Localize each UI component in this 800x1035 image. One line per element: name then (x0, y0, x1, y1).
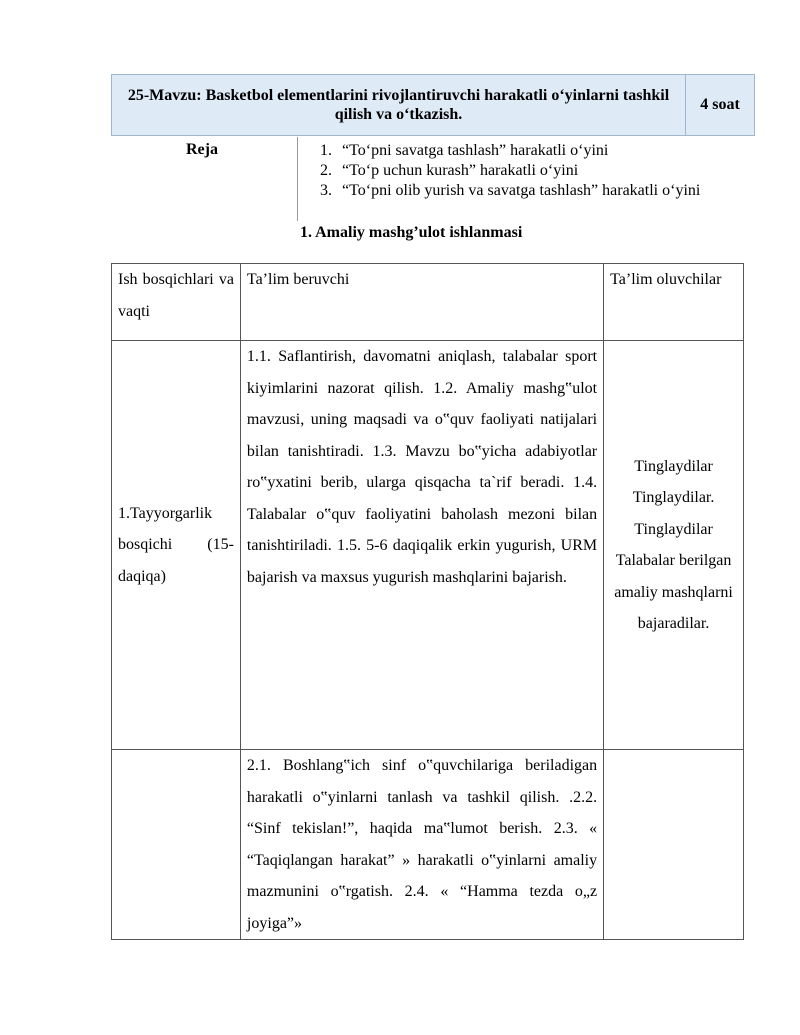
plan-item-number: 1. (320, 142, 332, 159)
table-row (112, 750, 744, 940)
topic-header-table (111, 74, 755, 136)
header-teacher: Ta’lim beruvchi (240, 264, 603, 341)
students-line: Tinglaydilar (634, 457, 713, 475)
plan-item (320, 161, 750, 181)
topic-title: 25-Mavzu: Basketbol elementlarini rivojlantiruvchi harakatli o‘yinlarni tashkil qilish va o‘tkazish. (112, 75, 686, 135)
plan-label: Reja (186, 141, 218, 158)
plan-list (320, 141, 750, 201)
plan-item-text: “To‘pni olib yurish va savatga tashlash” harakatli o‘yini (342, 182, 701, 199)
plan-item-text: “To‘pni savatga tashlash” harakatli o‘yini (342, 142, 609, 159)
students-cell (604, 341, 744, 750)
students-line: Talabalar berilgan amaliy mashqlarni bajaradilar. (614, 552, 733, 632)
header-students: Ta’lim oluvchilar (604, 264, 744, 341)
plan-item (320, 181, 750, 201)
plan-item (320, 141, 750, 161)
section-title: 1. Amaliy mashg’ulot ishlanmasi (300, 224, 523, 241)
students-cell (604, 750, 744, 940)
lesson-plan-table (111, 263, 744, 940)
plan-divider (297, 137, 298, 221)
stage-cell: 1.Tayyorgarlik bosqichi (15-daqiqa) (112, 341, 241, 750)
table-header-row (112, 264, 744, 341)
table-row (112, 341, 744, 750)
teacher-cell: 1.1. Saflantirish, davomatni aniqlash, talabalar sport kiyimlarini nazorat qilish. 1.2. Amaliy mashg‟ulot mavzusi, uning maqsadi va o‟quv faoliyati natijalari bilan tanishtiradi. 1.3. Mavzu bo‟yicha adabiyotlar ro‟yxatini berib, ularga qisqacha ta`rif beradi. 1.4. Talabalar o‟quv faoliyatini baholash mezoni bilan tanishtiriladi. 1.5. 5-6 daqiqalik erkin yugurish, URM bajarish va maxsus yugurish mashqlarini bajarish. (240, 341, 603, 750)
plan-item-number: 3. (320, 182, 332, 199)
header-stage: Ish bosqichlari va vaqti (112, 264, 241, 341)
plan-item-text: “To‘p uchun kurash” harakatli o‘yini (342, 162, 579, 179)
students-line: Tinglaydilar. (632, 489, 715, 506)
stage-cell (112, 750, 241, 940)
topic-hours: 4 soat (700, 96, 740, 113)
students-line: Tinglaydilar (634, 520, 713, 538)
plan-item-number: 2. (320, 162, 332, 179)
teacher-cell: 2.1. Boshlang‟ich sinf o‟quvchilariga beriladigan harakatli o‟yinlarni tanlash va tashkil qilish. .2.2. “Sinf tekislan!”, haqida ma‟lumot berish. 2.3. « “Taqiqlangan harakat” » harakatli o‟yinlarni amaliy mazmunini o‟rgatish. 2.4. « “Hamma tezda o„z joyiga”» (240, 750, 603, 940)
